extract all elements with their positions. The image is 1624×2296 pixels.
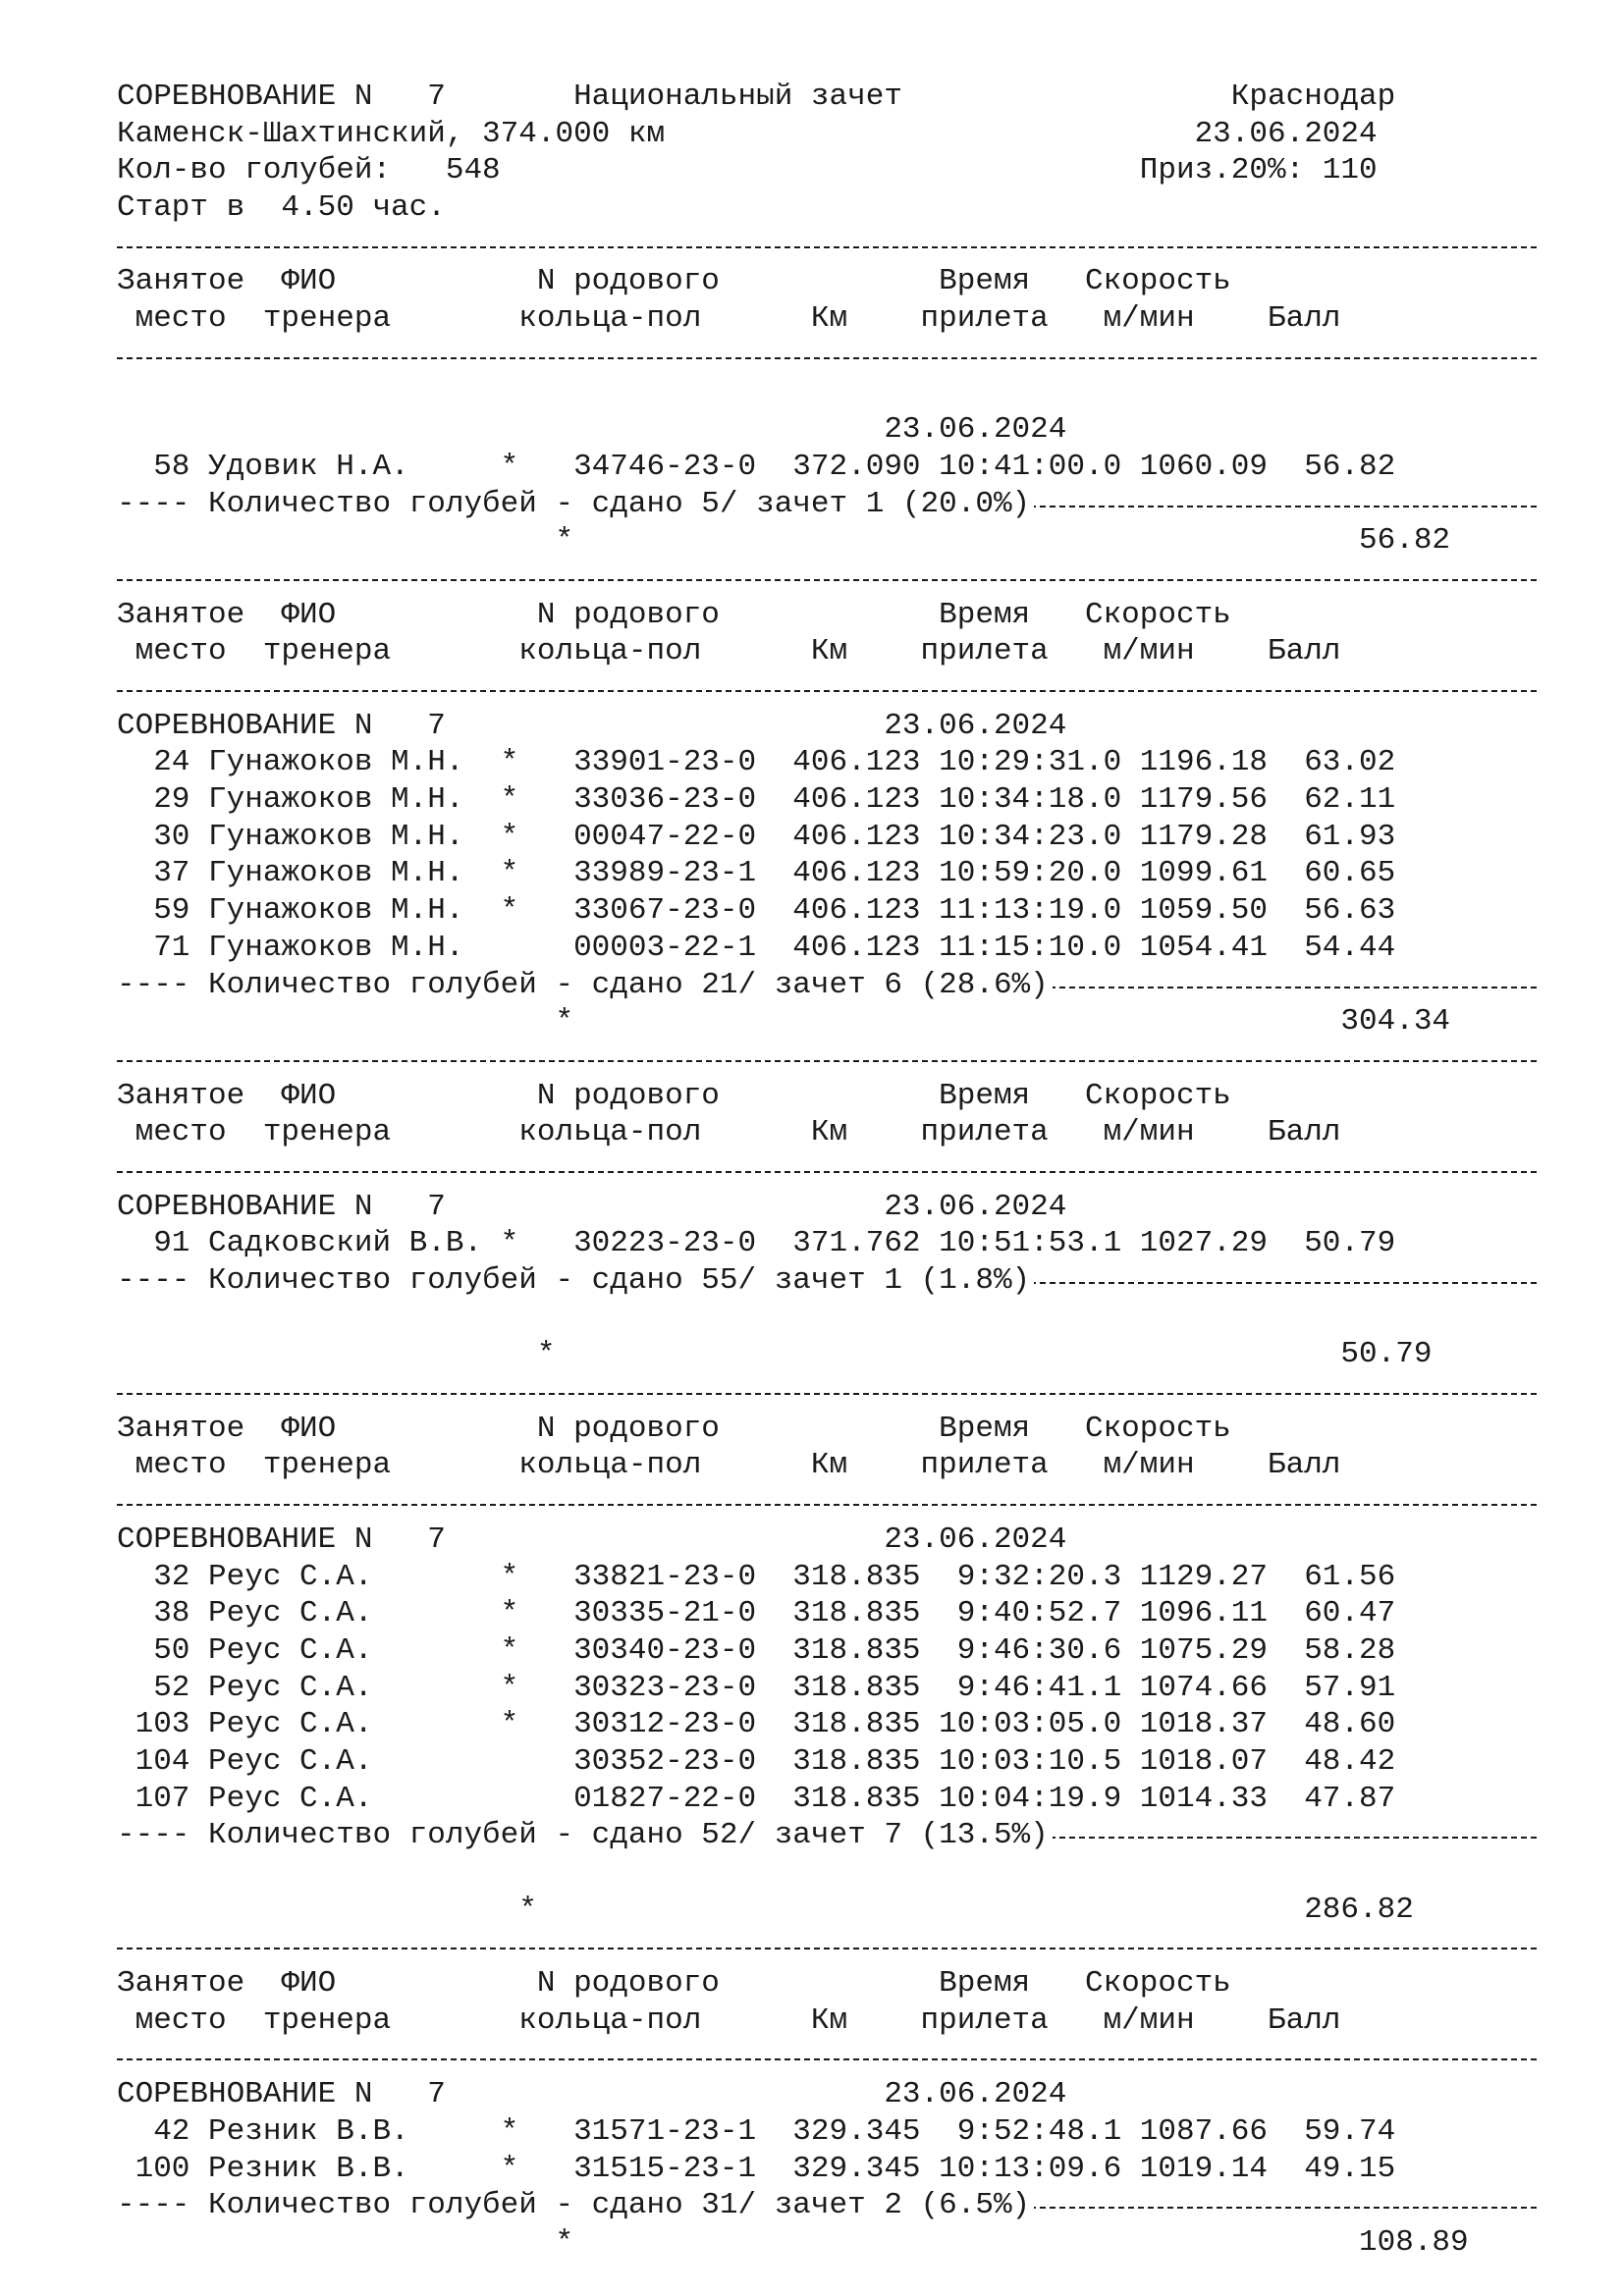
column-header-line-2: место тренера кольца-пол Км прилета м/мин Балл: [117, 1448, 1341, 1483]
group-heading: СОРЕВНОВАНИЕ N 7 23.06.2024: [117, 708, 1067, 743]
table-row: 29 Гунажоков М.Н. * 33036-23-0 406.123 10:34:18.0 1179.56 62.11: [117, 782, 1396, 818]
column-header-line-1: Занятое ФИО N родового Время Скорость: [117, 1966, 1231, 2002]
column-header-line-2: место тренера кольца-пол Км прилета м/мин Балл: [117, 1115, 1341, 1150]
column-header-line-2: место тренера кольца-пол Км прилета м/мин Балл: [117, 2002, 1341, 2038]
results-document: [117, 79, 1469, 2262]
group-summary-line: [117, 2187, 1469, 2224]
group-total: * 286.82: [117, 1892, 1414, 1927]
column-header-line-1: Занятое ФИО N родового Время Скорость: [117, 1411, 1231, 1446]
column-header-line-1: Занятое ФИО N родового Время Скорость: [117, 264, 1231, 299]
group-heading: 23.06.2024: [117, 412, 1067, 448]
table-row: 38 Реус С.А. * 30335-21-0 318.835 9:40:52.7 1096.11 60.47: [117, 1596, 1396, 1631]
table-row: 104 Реус С.А. 30352-23-0 318.835 10:03:10.5 1018.07 48.42: [117, 1743, 1396, 1779]
group-summary-text: ---- Количество голубей - сдано 5/ зачет 1 (20.0%): [117, 487, 1034, 521]
table-row: 24 Гунажоков М.Н. * 33901-23-0 406.123 10:29:31.0 1196.18 63.02: [117, 745, 1396, 780]
column-header-line-1: Занятое ФИО N родового Время Скорость: [117, 597, 1231, 632]
group-summary-line: [117, 486, 1469, 523]
group-summary-line: [117, 1817, 1469, 1854]
result-group: [117, 1373, 1469, 1928]
table-row: 71 Гунажоков М.Н. 00003-22-1 406.123 11:15:10.0 1054.41 54.44: [117, 930, 1396, 965]
header-line-route: Каменск-Шахтинский, 374.000 км 23.06.2024: [117, 116, 1378, 151]
group-heading: СОРЕВНОВАНИЕ N 7 23.06.2024: [117, 1189, 1067, 1224]
separator-line: [117, 670, 1469, 708]
separator-line: [117, 2039, 1469, 2076]
group-total: * 304.34: [117, 1004, 1451, 1040]
table-row: 42 Резник В.В. * 31571-23-1 329.345 9:52:48.1 1087.66 59.74: [117, 2113, 1396, 2149]
header-line-count: Кол-во голубей: 548 Приз.20%: 110: [117, 153, 1378, 188]
group-summary-text: ---- Количество голубей - сдано 55/ зачет 1 (1.8%): [117, 1263, 1034, 1298]
separator-line: [117, 560, 1469, 597]
table-row: 52 Реус С.А. * 30323-23-0 318.835 9:46:41.1 1074.66 57.91: [117, 1670, 1396, 1705]
separator-line: [117, 227, 1469, 264]
column-header-line-2: место тренера кольца-пол Км прилета м/мин Балл: [117, 301, 1341, 337]
separator-line: [117, 1928, 1469, 1965]
table-row: 103 Реус С.А. * 30312-23-0 318.835 10:03:05.0 1018.37 48.60: [117, 1707, 1396, 1742]
separator-line: [117, 1373, 1469, 1411]
table-row: 50 Реус С.А. * 30340-23-0 318.835 9:46:30.6 1075.29 58.28: [117, 1632, 1396, 1668]
blank-line: [117, 1854, 1469, 1892]
separator-line: [117, 1484, 1469, 1522]
table-row: 59 Гунажоков М.Н. * 33067-23-0 406.123 11:13:19.0 1059.50 56.63: [117, 893, 1396, 929]
group-heading: СОРЕВНОВАНИЕ N 7 23.06.2024: [117, 1522, 1067, 1557]
group-summary-text: ---- Количество голубей - сдано 52/ зачет 7 (13.5%): [117, 1818, 1053, 1852]
separator-line: [117, 338, 1469, 375]
group-total: * 108.89: [117, 2224, 1469, 2260]
group-summary-line: [117, 967, 1469, 1004]
result-group: [117, 560, 1469, 1041]
result-group: [117, 1928, 1469, 2261]
column-header-line-1: Занятое ФИО N родового Время Скорость: [117, 1078, 1231, 1113]
header-line-competition: СОРЕВНОВАНИЕ N 7 Национальный зачет Краснодар: [117, 80, 1396, 114]
table-row: 37 Гунажоков М.Н. * 33989-23-1 406.123 10:59:20.0 1099.61 60.65: [117, 856, 1396, 891]
separator-line: [117, 1151, 1469, 1189]
table-row: 30 Гунажоков М.Н. * 00047-22-0 406.123 10:34:23.0 1179.28 61.93: [117, 819, 1396, 854]
group-total: * 50.79: [117, 1337, 1433, 1372]
separator-line: [117, 1041, 1469, 1078]
column-header-line-2: место тренера кольца-пол Км прилета м/мин Балл: [117, 634, 1341, 669]
group-total: * 56.82: [117, 523, 1451, 559]
table-row: 91 Садковский В.В. * 30223-23-0 371.762 10:51:53.1 1027.29 50.79: [117, 1226, 1396, 1261]
header-line-start: Старт в 4.50 час.: [117, 190, 446, 226]
table-row: 32 Реус С.А. * 33821-23-0 318.835 9:32:20.3 1129.27 61.56: [117, 1559, 1396, 1594]
blank-line: [117, 1300, 1469, 1337]
table-row: 58 Удовик Н.А. * 34746-23-0 372.090 10:41:00.0 1060.09 56.82: [117, 449, 1396, 484]
result-group: [117, 1041, 1469, 1373]
group-summary-text: ---- Количество голубей - сдано 21/ зачет 6 (28.6%): [117, 968, 1053, 1002]
group-summary-line: [117, 1262, 1469, 1300]
blank-line: [117, 375, 1469, 412]
table-row: 107 Реус С.А. 01827-22-0 318.835 10:04:19.9 1014.33 47.87: [117, 1781, 1396, 1816]
table-row: 100 Резник В.В. * 31515-23-1 329.345 10:13:09.6 1019.14 49.15: [117, 2151, 1396, 2186]
result-group: [117, 227, 1469, 560]
group-summary-text: ---- Количество голубей - сдано 31/ зачет 2 (6.5%): [117, 2188, 1034, 2222]
group-heading: СОРЕВНОВАНИЕ N 7 23.06.2024: [117, 2077, 1067, 2112]
results-groups: [117, 227, 1469, 2262]
